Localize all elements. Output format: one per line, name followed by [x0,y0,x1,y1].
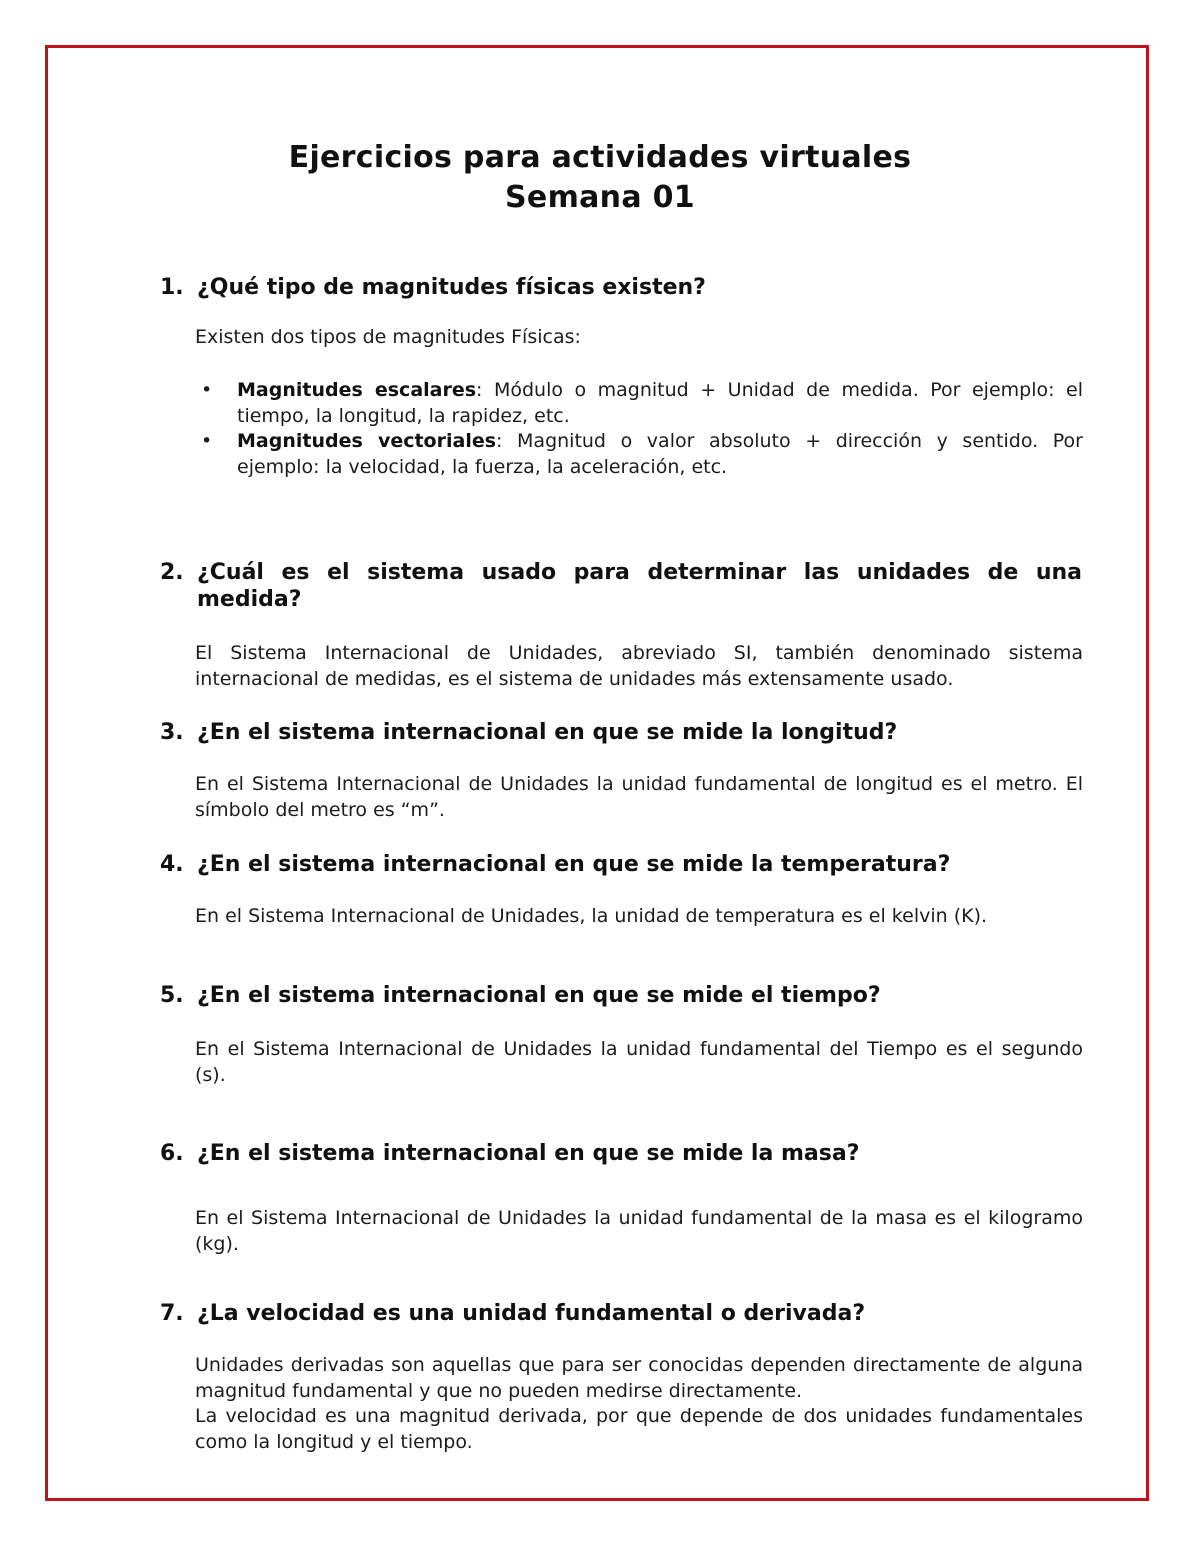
answer-4 [195,904,1083,930]
question-text: ¿Cuál es el sistema usado para determinar las unidades de una medida? [197,560,1082,612]
answer-1-bullet-list [195,378,1083,480]
question-text: ¿En el sistema internacional en que se mide la masa? [197,1141,860,1166]
bullet-term: Magnitudes vectoriales [237,430,497,452]
answer-text: En el Sistema Internacional de Unidades la unidad fundamental de longitud es el metro. El símbolo del metro es “m”. [195,773,1083,821]
question-text: ¿La velocidad es una unidad fundamental o derivada? [197,1301,866,1326]
question-text: ¿En el sistema internacional en que se mide la longitud? [197,720,898,745]
question-text: ¿En el sistema internacional en que se mide el tiempo? [197,983,881,1008]
question-number: 1. [160,275,184,300]
question-text: ¿En el sistema internacional en que se mide la temperatura? [197,852,951,877]
question-5 [160,982,1082,1009]
answer-text: En el Sistema Internacional de Unidades la unidad fundamental del Tiempo es el segundo (s). [195,1038,1083,1086]
bullet-item [195,429,1083,480]
bullet-icon: • [201,379,213,401]
bullet-text: : Magnitud o valor absoluto + dirección y sentido. Por ejemplo: la velocidad, la fuerza, la aceleración, etc. [237,430,1083,478]
title-line-1: Ejercicios para actividades virtuales [288,140,912,175]
answer-text: El Sistema Internacional de Unidades, abreviado SI, también denominado sistema internacional de medidas, es el sistema de unidades más extensamente usado. [195,642,1083,690]
question-number: 4. [160,852,184,877]
bullet-term: Magnitudes escalares [237,379,477,401]
question-number: 5. [160,983,184,1008]
answer-1-intro [195,325,1083,351]
answer-text: En el Sistema Internacional de Unidades la unidad fundamental de la masa es el kilogramo (kg). [195,1207,1083,1255]
question-text: ¿Qué tipo de magnitudes físicas existen? [197,275,706,300]
question-4 [160,851,1082,878]
question-number: 7. [160,1301,184,1326]
bullet-item [195,378,1083,429]
question-number: 6. [160,1141,184,1166]
bullet-icon: • [201,430,213,452]
question-number: 2. [160,560,184,585]
answer-text: Existen dos tipos de magnitudes Físicas: [195,326,581,348]
document-title [0,138,1200,218]
answer-paragraph-1: Unidades derivadas son aquellas que para ser conocidas dependen directamente de alguna magnitud fundamental y que no pueden medirse directamente. [195,1354,1083,1402]
title-line-2: Semana 01 [505,180,695,215]
answer-5 [195,1037,1083,1088]
question-7 [160,1300,1082,1327]
question-1 [160,274,1082,301]
question-number: 3. [160,720,184,745]
answer-3 [195,772,1083,823]
answer-7 [195,1353,1083,1455]
question-2 [160,559,1082,613]
bullet-text: : Módulo o magnitud + Unidad de medida. Por ejemplo: el tiempo, la longitud, la rapidez, etc. [237,379,1083,427]
question-6 [160,1140,1082,1167]
answer-2 [195,641,1083,692]
question-3 [160,719,1082,746]
answer-6 [195,1206,1083,1257]
answer-text: En el Sistema Internacional de Unidades, la unidad de temperatura es el kelvin (K). [195,905,988,927]
answer-paragraph-2: La velocidad es una magnitud derivada, por que depende de dos unidades fundamentales como la longitud y el tiempo. [195,1405,1083,1453]
